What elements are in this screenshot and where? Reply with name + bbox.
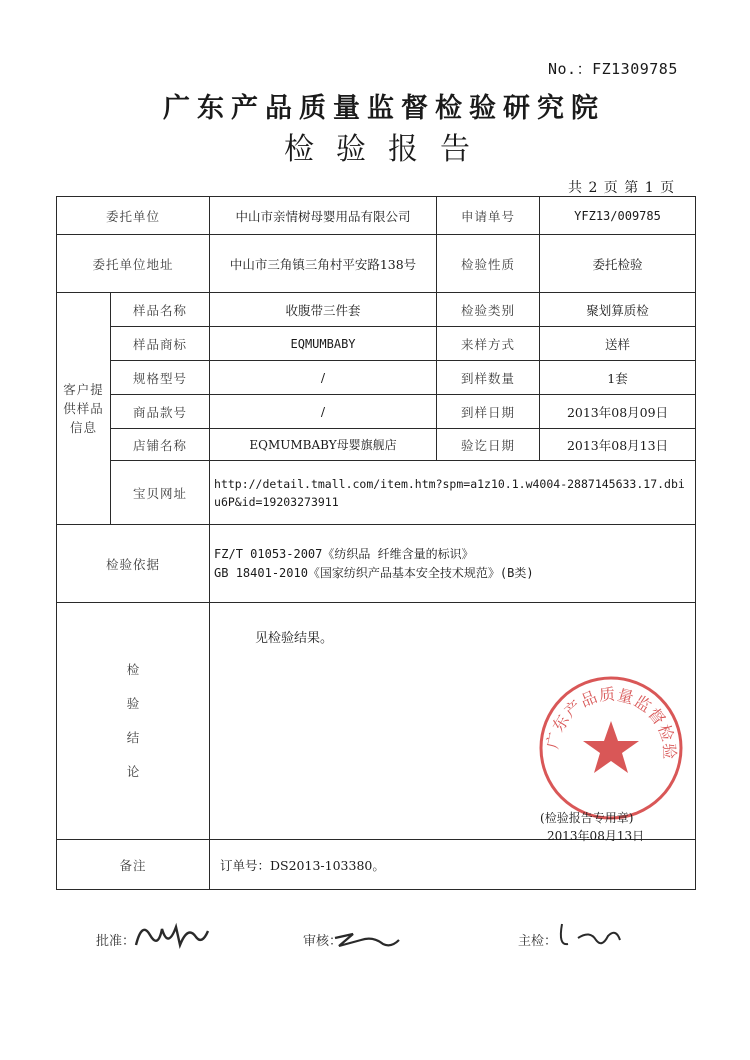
report-number: No.：FZ1309785	[548, 60, 678, 78]
label-application-no: 申请单号	[437, 197, 540, 235]
approve-signature	[132, 915, 212, 959]
row-conclusion	[57, 603, 696, 840]
label-sample-name: 样品名称	[111, 293, 210, 327]
seal-text: 广东产品质量监督检验	[542, 684, 680, 761]
report-table	[56, 196, 696, 890]
label-client-address: 委托单位地址	[57, 235, 210, 293]
value-sampling-method: 送样	[540, 327, 696, 361]
value-inspection-nature: 委托检验	[540, 235, 696, 293]
label-store: 店铺名称	[111, 429, 210, 461]
review-label: 审核：	[303, 934, 343, 949]
row-url	[57, 461, 696, 525]
row-basis	[57, 525, 696, 603]
value-basis	[210, 525, 696, 603]
label-sampling-method: 来样方式	[437, 327, 540, 361]
value-trademark: EQMUMBABY	[210, 327, 437, 361]
approve-label: 批准：	[96, 934, 136, 949]
label-item-no: 商品款号	[111, 395, 210, 429]
row-store	[57, 429, 696, 461]
row-address	[57, 235, 696, 293]
row-trademark	[57, 327, 696, 361]
value-remark: 订单号：DS2013-103380。	[210, 840, 696, 890]
seal-star-icon	[583, 721, 639, 773]
label-customer-info: 客户提供样品信息	[57, 293, 111, 525]
label-basis: 检验依据	[57, 525, 210, 603]
review-signature	[333, 926, 403, 958]
label-model: 规格型号	[111, 361, 210, 395]
basis-line-1: FZ/T 01053-2007《纺织品 纤维含量的标识》	[214, 546, 474, 561]
label-remark: 备注	[57, 840, 210, 890]
value-arrival-date: 2013年08月09日	[540, 395, 696, 429]
row-model	[57, 361, 696, 395]
label-inspection-nature: 检验性质	[437, 235, 540, 293]
value-sample-name: 收腹带三件套	[210, 293, 437, 327]
value-application-no: YFZ13/009785	[540, 197, 696, 235]
label-trademark: 样品商标	[111, 327, 210, 361]
value-sample-qty: 1套	[540, 361, 696, 395]
inspection-seal	[536, 673, 686, 823]
label-arrival-date: 到样日期	[437, 395, 540, 429]
value-client-address: 中山市三角镇三角村平安路138号	[210, 235, 437, 293]
label-client: 委托单位	[57, 197, 210, 235]
value-store: EQMUMBABY母婴旗舰店	[210, 429, 437, 461]
row-sample-name	[57, 293, 696, 327]
chief-label: 主检：	[518, 934, 558, 949]
value-model: /	[210, 361, 437, 395]
value-inspection-category: 聚划算质检	[540, 293, 696, 327]
seal-caption: (检验报告专用章)	[540, 811, 634, 825]
page-info: 共 2 页 第 1 页	[568, 180, 676, 196]
value-completion-date: 2013年08月13日	[540, 429, 696, 461]
label-url: 宝贝网址	[111, 461, 210, 525]
value-url[interactable]: http://detail.tmall.com/item.htm?spm=a1z10.1.w4004-2887145633.17.dbiu6P&id=19203273911	[210, 461, 696, 525]
value-conclusion	[210, 603, 696, 843]
row-remark	[57, 840, 696, 890]
row-client	[57, 197, 696, 235]
row-item-no	[57, 395, 696, 429]
label-sample-qty: 到样数量	[437, 361, 540, 395]
conclusion-text: 见检验结果。	[255, 631, 334, 646]
label-conclusion: 检验结论	[57, 603, 210, 840]
label-inspection-category: 检验类别	[437, 293, 540, 327]
document-title: 检验报告	[284, 132, 492, 167]
institute-title: 广东产品质量监督检验研究院	[163, 93, 605, 124]
value-client: 中山市亲情树母婴用品有限公司	[210, 197, 437, 235]
value-item-no: /	[210, 395, 437, 429]
seal-date: 2013年08月13日	[547, 829, 645, 843]
label-completion-date: 验讫日期	[437, 429, 540, 461]
chief-signature	[556, 918, 626, 956]
basis-line-2: GB 18401-2010《国家纺织产品基本安全技术规范》(B类)	[214, 565, 534, 580]
